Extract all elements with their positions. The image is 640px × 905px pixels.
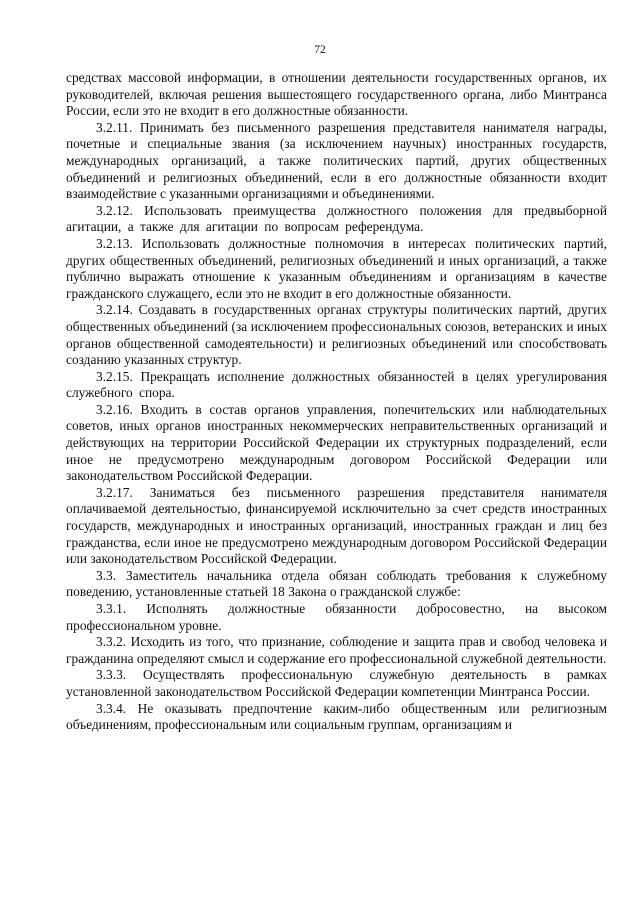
paragraph-3-3-2: 3.3.2. Исходить из того, что признание, соблюдение и защита прав и свобод человека и гражданина определяют смысл и содержание его профессиональной служебной деятельности.	[66, 634, 607, 666]
paragraph-3-2-13: 3.2.13. Использовать должностные полномочия в интересах политических партий, других общественных объединений, религиозных объединений и иных организаций, а также публично выражать отношение к указанным объединениям и организациям в качестве гражданского служащего, если это не входит в его должностные обязанности.	[66, 235, 607, 301]
paragraph-3-2-15: 3.2.15. Прекращать исполнение должностных обязанностей в целях урегулирования служебного спора.	[66, 368, 607, 401]
paragraph-3-2-11: 3.2.11. Принимать без письменного разрешения представителя нанимателя награды, почетные и специальные звания (за исключением научных) иностранных государств, международных организаций, а также политических партий, других общественных объединений и религиозных объединений, если в его должностные обязанности входит взаимодействие с указанными организациями и объединениями.	[66, 119, 607, 202]
document-body	[66, 70, 607, 734]
paragraph-3-2-14: 3.2.14. Создавать в государственных органах структуры политических партий, других общественных объединений (за исключением профессиональных союзов, ветеранских и иных органов общественной самодеятельности) и религиозных объединений или способствовать созданию указанных структур.	[66, 302, 607, 368]
page-number: 72	[314, 44, 326, 56]
paragraph-3-3: 3.3. Заместитель начальника отдела обязан соблюдать требования к служебному поведению, установленные статьей 18 Закона о гражданской службе:	[66, 567, 607, 600]
paragraph-3-3-1: 3.3.1. Исполнять должностные обязанности добросовестно, на высоком профессиональном уровне.	[66, 601, 607, 633]
paragraph-continuation: средствах массовой информации, в отношении деятельности государственных органов, их руководителей, включая решения вышестоящего государственного органа, либо Минтранса России, если это не входит в его должностные обязанности.	[66, 70, 607, 119]
paragraph-3-3-3: 3.3.3. Осуществлять профессиональную служебную деятельность в рамках установленной законодательством Российской Федерации компетенции Минтранса России.	[66, 667, 607, 699]
paragraph-3-3-4: 3.3.4. Не оказывать предпочтение каким-либо общественным или религиозным объединениям, профессиональным или социальным группам, организациям и	[66, 700, 607, 733]
paragraph-3-2-12: 3.2.12. Использовать преимущества должностного положения для предвыборной агитации, а также для агитации по вопросам референдума.	[66, 202, 607, 235]
paragraph-3-2-17: 3.2.17. Заниматься без письменного разрешения представителя нанимателя оплачиваемой деятельностью, финансируемой исключительно за счет средств иностранных государств, международных и иностранных организаций, иностранных граждан и лиц без гражданства, если иное не предусмотрено международным договором Российской Федерации или законодательством Российской Федерации.	[66, 484, 607, 567]
paragraph-3-2-16: 3.2.16. Входить в состав органов управления, попечительских или наблюдательных советов, иных органов иностранных некоммерческих неправительственных организаций и действующих на территории Российской Федерации их структурных подразделений, если иное не предусмотрено международным договором Российской Федерации или законодательством Российской Федерации.	[66, 401, 607, 484]
